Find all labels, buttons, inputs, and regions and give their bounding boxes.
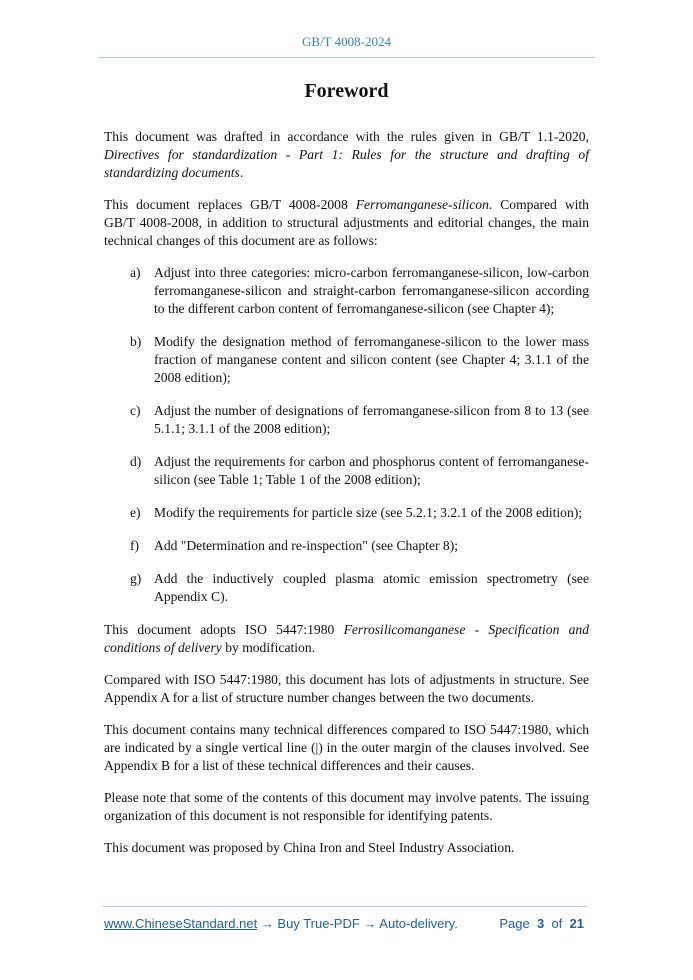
list-item: [104, 504, 589, 522]
list-item-label: d): [130, 454, 142, 469]
paragraph: [104, 128, 589, 182]
list-item: [104, 537, 589, 555]
running-header: GB/T 4008-2024: [302, 34, 391, 49]
footer: [104, 916, 584, 931]
website-link[interactable]: www.ChineseStandard.net: [104, 916, 258, 931]
italic-title: Ferrosilicomanganese - Specification and conditions of delivery: [104, 622, 590, 655]
footer-promo: [104, 916, 458, 931]
page-number: 3: [536, 916, 545, 931]
paragraph: [104, 196, 589, 250]
list-item-label: b): [130, 334, 142, 349]
list-item-text: Add the inductively coupled plasma atomic emission spectrometry (see Appendix C).: [154, 571, 589, 604]
changes-list: [104, 264, 589, 606]
list-item-text: Adjust the requirements for carbon and phosphorus content of ferromanganese-silicon (see Table 1; Table 1 of the 2008 edition);: [154, 454, 589, 487]
paragraph: This document was proposed by China Iron and Steel Industry Association.: [104, 840, 515, 855]
paragraph: Compared with ISO 5447:1980, this document has lots of adjustments in structure. See Appendix A for a list of structure number changes between the two documents.: [104, 672, 589, 705]
list-item: [104, 570, 589, 606]
paragraph: [104, 621, 589, 657]
text: . Compared with GB/T 4008-2008, in addition to structural adjustments and editorial changes, the main technical changes of this document are as follows:: [104, 197, 589, 248]
list-item-label: e): [130, 505, 141, 520]
paragraph: This document contains many technical differences compared to ISO 5447:1980, which are indicated by a single vertical line (|) in the outer margin of the clauses involved. See Appendix B for a list of these technical differences and their causes.: [104, 722, 589, 773]
list-item-text: Modify the designation method of ferromanganese-silicon to the lower mass fraction of manganese content and silicon content (see Chapter 4; 3.1.1 of the 2008 edition);: [154, 334, 589, 385]
text: This document adopts ISO 5447:1980: [104, 622, 344, 637]
footer-divider: [103, 906, 587, 907]
page-title: Foreword: [304, 80, 389, 102]
list-item-label: c): [130, 403, 141, 418]
page-total: 21: [569, 916, 584, 931]
page-label: Page: [499, 916, 530, 931]
header-divider: [98, 57, 595, 58]
list-item: [104, 333, 589, 387]
list-item-text: Add "Determination and re-inspection" (see Chapter 8);: [154, 538, 459, 553]
promo-text: → Buy True-PDF → Auto-delivery.: [257, 916, 458, 931]
list-item-label: a): [130, 265, 141, 280]
list-item-text: Modify the requirements for particle size (see 5.2.1; 3.2.1 of the 2008 edition);: [154, 505, 583, 520]
of-label: of: [551, 916, 563, 931]
list-item-text: Adjust into three categories: micro-carbon ferromanganese-silicon, low-carbon ferromanganese-silicon and straight-carbon ferromanganese-silicon according to the different carbon content of ferromanganese-silicon (see Chapter 4);: [154, 265, 589, 316]
paragraph: Please note that some of the contents of this document may involve patents. The issuing organization of this document is not responsible for identifying patents.: [104, 790, 589, 823]
text: This document was drafted in accordance with the rules given in GB/T 1.1-2020,: [104, 129, 589, 144]
text: This document replaces GB/T 4008-2008: [104, 197, 356, 212]
list-item-label: g): [130, 571, 142, 586]
document-body: [104, 128, 589, 871]
text: .: [239, 165, 244, 180]
list-item: [104, 264, 589, 318]
list-item-text: Adjust the number of designations of ferromanganese-silicon from 8 to 13 (see 5.1.1; 3.1.1 of the 2008 edition);: [154, 403, 589, 436]
list-item-label: f): [130, 538, 140, 553]
text: by modification.: [221, 640, 316, 655]
page-indicator: [499, 916, 584, 931]
list-item: [104, 402, 589, 438]
italic-title: Ferromanganese-silicon: [355, 197, 489, 212]
list-item: [104, 453, 589, 489]
italic-title: Directives for standardization - Part 1: Rules for the structure and drafting of standardizing documents: [104, 147, 589, 180]
